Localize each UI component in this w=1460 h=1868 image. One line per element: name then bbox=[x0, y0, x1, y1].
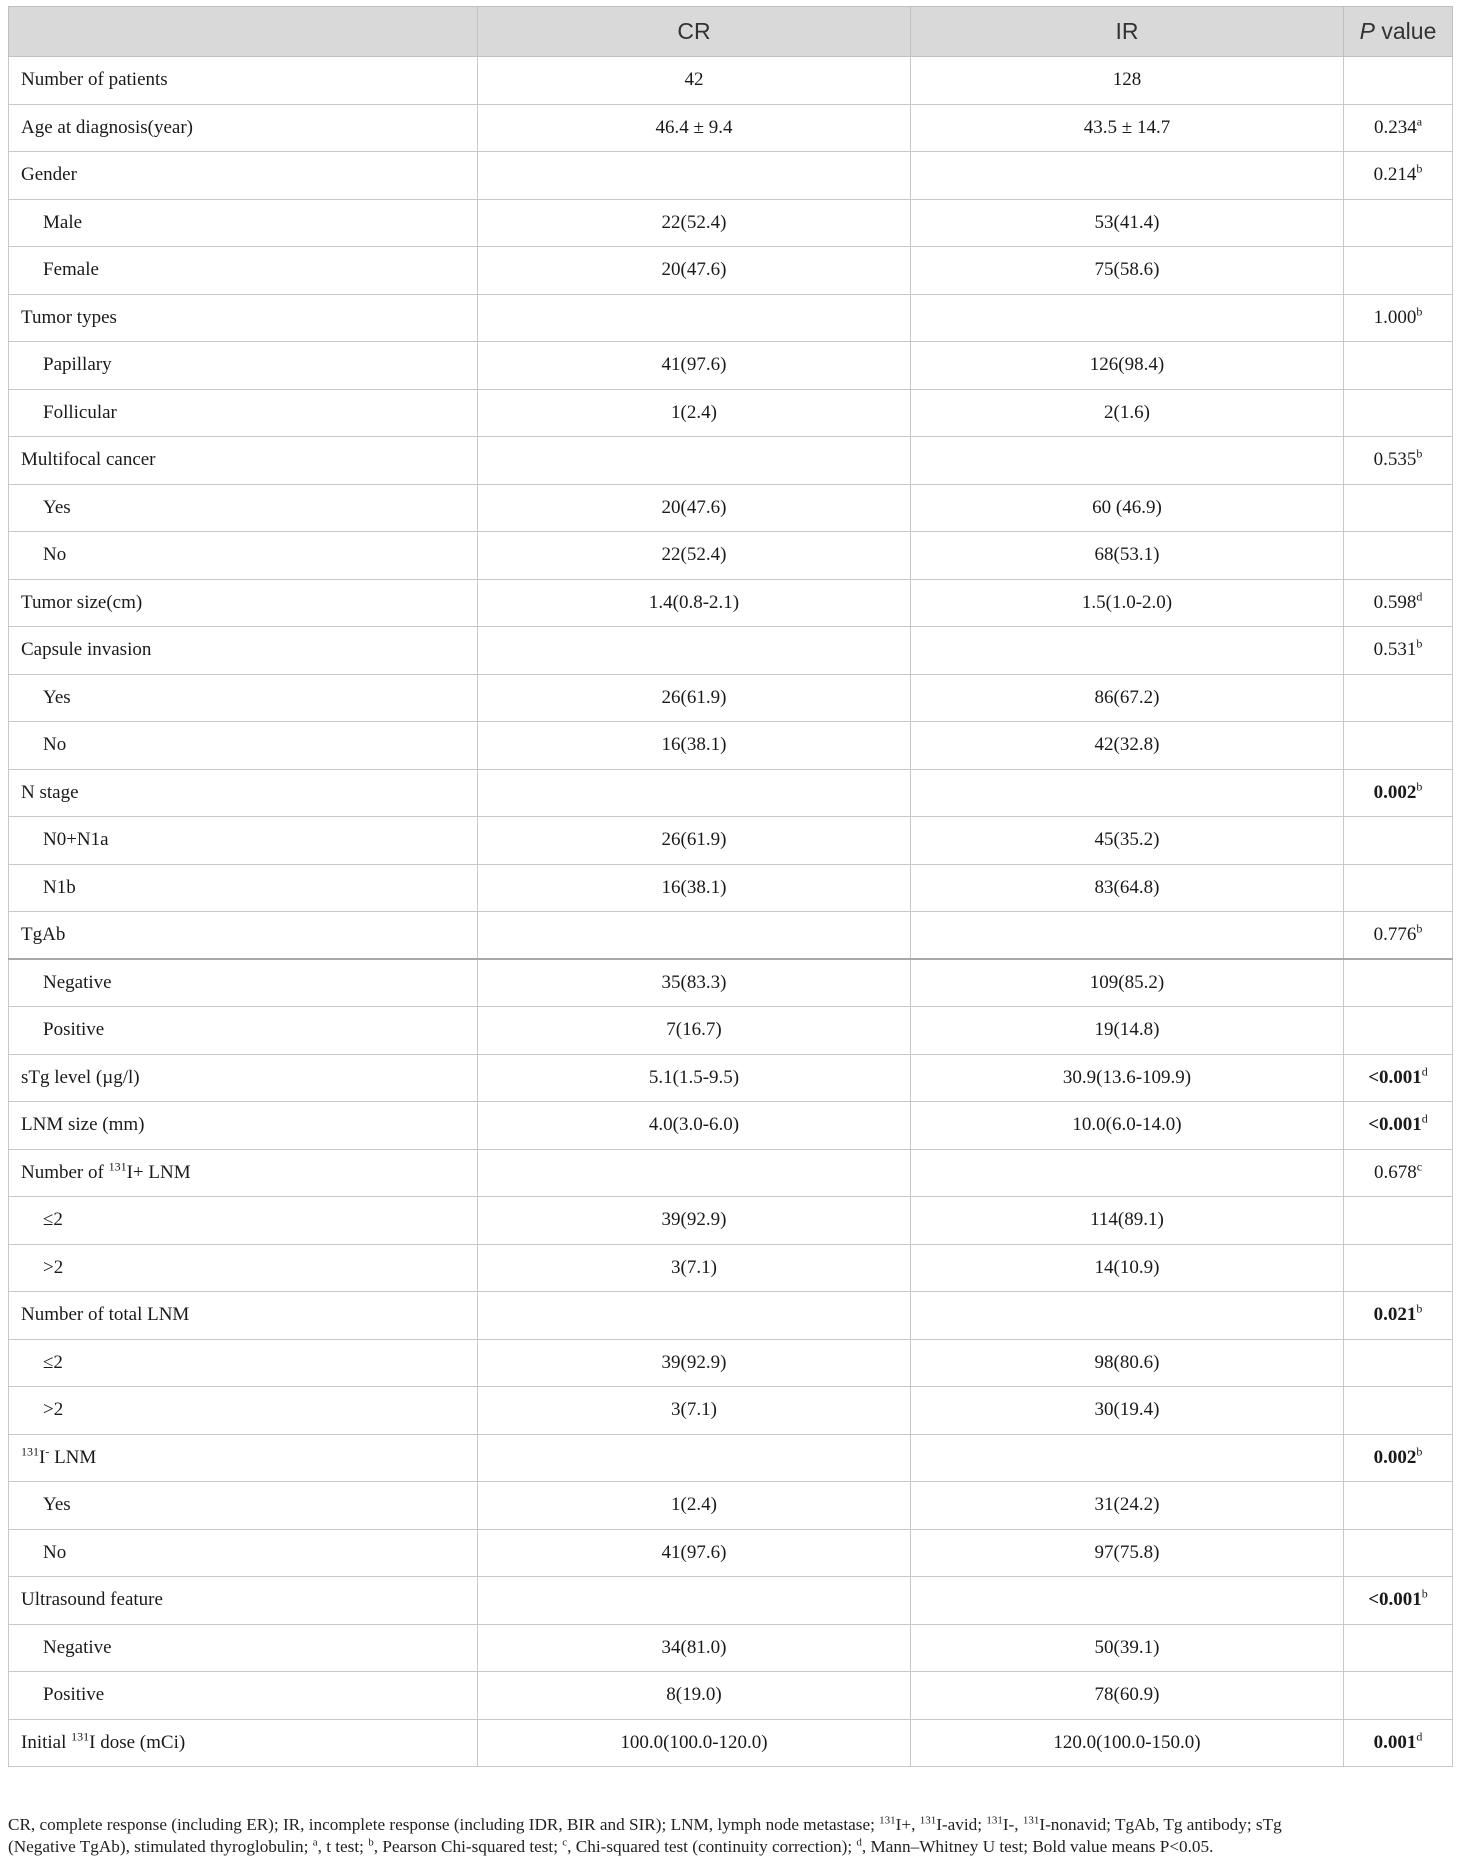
table-header-row bbox=[9, 7, 1453, 57]
cell-ir: 97(75.8) bbox=[911, 1529, 1344, 1577]
p-value-test-marker: d bbox=[1416, 589, 1423, 604]
row-label-text: Positive bbox=[43, 1684, 105, 1706]
p-value-test-marker: b bbox=[1416, 921, 1423, 936]
cell-cr: 4.0(3.0-6.0) bbox=[478, 1102, 911, 1150]
cell-p-value bbox=[1344, 1719, 1453, 1767]
cell-p-value bbox=[1344, 959, 1453, 1007]
p-value-text: 0.002 bbox=[1373, 1446, 1417, 1468]
row-label-text: TgAb bbox=[21, 924, 66, 945]
row-label bbox=[9, 1339, 478, 1387]
row-label-text: Number of bbox=[21, 1161, 109, 1183]
cell-p-value bbox=[1344, 1102, 1453, 1150]
cell-p-value bbox=[1344, 389, 1453, 437]
row-label bbox=[9, 579, 478, 627]
table-row bbox=[9, 864, 1453, 912]
row-label bbox=[9, 959, 478, 1007]
cell-cr: 3(7.1) bbox=[478, 1387, 911, 1435]
cell-p-value bbox=[1344, 1434, 1453, 1482]
footnote-superscript: 131 bbox=[1022, 1814, 1040, 1827]
table-row bbox=[9, 1197, 1453, 1245]
cell-cr bbox=[478, 769, 911, 817]
cell-cr: 22(52.4) bbox=[478, 199, 911, 247]
cell-cr: 26(61.9) bbox=[478, 674, 911, 722]
cell-ir: 86(67.2) bbox=[911, 674, 1344, 722]
row-label bbox=[9, 1719, 478, 1767]
row-label bbox=[9, 484, 478, 532]
cell-cr: 26(61.9) bbox=[478, 817, 911, 865]
row-label-superscript: 131 bbox=[21, 1444, 39, 1459]
row-label bbox=[9, 912, 478, 960]
footnote-superscript: d bbox=[856, 1836, 862, 1849]
cell-cr bbox=[478, 294, 911, 342]
cell-p-value bbox=[1344, 722, 1453, 770]
row-label-text: I+ LNM bbox=[126, 1161, 191, 1183]
row-label bbox=[9, 1672, 478, 1720]
cell-cr: 39(92.9) bbox=[478, 1339, 911, 1387]
p-value-test-marker: b bbox=[1416, 161, 1423, 176]
table-row bbox=[9, 674, 1453, 722]
cell-cr: 100.0(100.0-120.0) bbox=[478, 1719, 911, 1767]
table-row bbox=[9, 199, 1453, 247]
footnote-text: I-, bbox=[1002, 1815, 1023, 1834]
p-value-text: 0.002 bbox=[1373, 781, 1417, 803]
table-row bbox=[9, 912, 1453, 960]
table-row bbox=[9, 1482, 1453, 1530]
row-label-text: No bbox=[43, 734, 67, 756]
cell-ir bbox=[911, 769, 1344, 817]
row-label bbox=[9, 1387, 478, 1435]
p-value-test-marker: d bbox=[1416, 1729, 1423, 1744]
p-value-text: <0.001 bbox=[1368, 1066, 1422, 1088]
footnote-text: , t test; bbox=[317, 1837, 369, 1856]
table-row bbox=[9, 722, 1453, 770]
row-label bbox=[9, 437, 478, 485]
cell-cr: 7(16.7) bbox=[478, 1007, 911, 1055]
row-label-text: N1b bbox=[43, 876, 76, 898]
row-label-text: N stage bbox=[21, 781, 79, 803]
row-label-text: Yes bbox=[43, 496, 71, 518]
table-row bbox=[9, 57, 1453, 105]
cell-ir: 114(89.1) bbox=[911, 1197, 1344, 1245]
cell-p-value bbox=[1344, 1624, 1453, 1672]
footnote-text: (Negative TgAb), stimulated thyroglobulin; bbox=[8, 1837, 313, 1856]
cell-ir: 2(1.6) bbox=[911, 389, 1344, 437]
row-label bbox=[9, 722, 478, 770]
p-value-text: 1.000 bbox=[1373, 306, 1417, 328]
p-value-test-marker: b bbox=[1416, 304, 1423, 319]
table-row bbox=[9, 1672, 1453, 1720]
table-row bbox=[9, 437, 1453, 485]
table-row bbox=[9, 1529, 1453, 1577]
p-value-test-marker: b bbox=[1416, 446, 1423, 461]
table-row bbox=[9, 247, 1453, 295]
header-value-word: value bbox=[1374, 18, 1437, 44]
row-label bbox=[9, 817, 478, 865]
cell-ir: 30(19.4) bbox=[911, 1387, 1344, 1435]
p-value-text: 0.234 bbox=[1373, 116, 1417, 138]
cell-cr bbox=[478, 1292, 911, 1340]
row-label bbox=[9, 1482, 478, 1530]
cell-p-value bbox=[1344, 1292, 1453, 1340]
cell-ir: 60 (46.9) bbox=[911, 484, 1344, 532]
table-row bbox=[9, 152, 1453, 200]
row-label bbox=[9, 532, 478, 580]
footnote-text: I-avid; bbox=[936, 1815, 987, 1834]
table-row bbox=[9, 1577, 1453, 1625]
cell-p-value bbox=[1344, 912, 1453, 960]
p-value-text: <0.001 bbox=[1368, 1114, 1422, 1136]
row-label-text: Female bbox=[43, 259, 99, 281]
row-label-text: Negative bbox=[43, 972, 112, 993]
row-label-text: >2 bbox=[43, 1256, 64, 1278]
row-label-text: ≤2 bbox=[43, 1351, 63, 1373]
footnote-text: CR, complete response (including ER); IR, incomplete response (including IDR, BIR and SIR); LNM, lymph node metastase; bbox=[8, 1815, 880, 1834]
cell-ir: 50(39.1) bbox=[911, 1624, 1344, 1672]
header-p-value bbox=[1344, 7, 1453, 57]
cell-ir bbox=[911, 1434, 1344, 1482]
cell-p-value bbox=[1344, 769, 1453, 817]
row-label bbox=[9, 769, 478, 817]
row-label bbox=[9, 389, 478, 437]
p-value-text: <0.001 bbox=[1368, 1589, 1422, 1611]
cell-p-value bbox=[1344, 627, 1453, 675]
row-label-text: Male bbox=[43, 211, 83, 233]
row-label-text: sTg level (µg/l) bbox=[21, 1066, 140, 1088]
row-label-text: Capsule invasion bbox=[21, 639, 152, 661]
table-row bbox=[9, 104, 1453, 152]
footnote-superscript: 131 bbox=[986, 1814, 1003, 1827]
row-label bbox=[9, 294, 478, 342]
row-label-text: Papillary bbox=[43, 354, 112, 376]
cell-p-value bbox=[1344, 1529, 1453, 1577]
cell-p-value bbox=[1344, 294, 1453, 342]
row-label-text: I bbox=[39, 1446, 46, 1468]
row-label-text: >2 bbox=[43, 1399, 64, 1421]
cell-p-value bbox=[1344, 1054, 1453, 1102]
row-label bbox=[9, 1577, 478, 1625]
cell-p-value bbox=[1344, 1387, 1453, 1435]
row-label bbox=[9, 1007, 478, 1055]
cell-p-value bbox=[1344, 1149, 1453, 1197]
cell-ir: 98(80.6) bbox=[911, 1339, 1344, 1387]
p-value-test-marker: d bbox=[1421, 1111, 1428, 1126]
cell-p-value bbox=[1344, 1577, 1453, 1625]
cell-ir bbox=[911, 437, 1344, 485]
cell-ir: 1.5(1.0-2.0) bbox=[911, 579, 1344, 627]
cell-cr: 1.4(0.8-2.1) bbox=[478, 579, 911, 627]
table-row bbox=[9, 627, 1453, 675]
cell-ir bbox=[911, 1577, 1344, 1625]
row-label bbox=[9, 1102, 478, 1150]
cell-ir: 19(14.8) bbox=[911, 1007, 1344, 1055]
table-body bbox=[9, 57, 1453, 1767]
row-label bbox=[9, 199, 478, 247]
p-value-test-marker: d bbox=[1421, 1064, 1428, 1079]
row-label bbox=[9, 1149, 478, 1197]
cell-ir bbox=[911, 1149, 1344, 1197]
row-label-text: Yes bbox=[43, 686, 71, 708]
cell-ir bbox=[911, 152, 1344, 200]
cell-cr bbox=[478, 1577, 911, 1625]
cell-ir: 43.5 ± 14.7 bbox=[911, 104, 1344, 152]
row-label-text: Tumor size(cm) bbox=[21, 591, 143, 613]
row-label bbox=[9, 1054, 478, 1102]
cell-p-value bbox=[1344, 1672, 1453, 1720]
table-footnote bbox=[8, 1814, 1452, 1858]
footnote-superscript: b bbox=[368, 1836, 374, 1849]
row-label bbox=[9, 1244, 478, 1292]
row-label-text: No bbox=[43, 544, 67, 566]
cell-cr: 46.4 ± 9.4 bbox=[478, 104, 911, 152]
cell-cr: 16(38.1) bbox=[478, 722, 911, 770]
table-row bbox=[9, 1339, 1453, 1387]
row-label-text: Number of total LNM bbox=[21, 1304, 190, 1326]
footnote-text: , Pearson Chi-squared test; bbox=[373, 1837, 563, 1856]
header-ir: IR bbox=[911, 7, 1344, 57]
row-label bbox=[9, 1624, 478, 1672]
table-row bbox=[9, 294, 1453, 342]
cell-ir: 30.9(13.6-109.9) bbox=[911, 1054, 1344, 1102]
row-label-text: N0+N1a bbox=[43, 829, 109, 851]
footnote-superscript: 131 bbox=[879, 1814, 896, 1827]
cell-ir: 68(53.1) bbox=[911, 532, 1344, 580]
cell-cr bbox=[478, 627, 911, 675]
cell-p-value bbox=[1344, 342, 1453, 390]
cell-cr: 34(81.0) bbox=[478, 1624, 911, 1672]
cell-p-value bbox=[1344, 1197, 1453, 1245]
cell-ir: 78(60.9) bbox=[911, 1672, 1344, 1720]
row-label-text: Tumor types bbox=[21, 306, 117, 328]
row-label bbox=[9, 674, 478, 722]
table-row bbox=[9, 1624, 1453, 1672]
p-value-text: 0.535 bbox=[1373, 449, 1417, 471]
cell-p-value bbox=[1344, 1339, 1453, 1387]
cell-ir: 31(24.2) bbox=[911, 1482, 1344, 1530]
row-label-text: Positive bbox=[43, 1019, 105, 1041]
cell-p-value bbox=[1344, 199, 1453, 247]
cell-ir: 53(41.4) bbox=[911, 199, 1344, 247]
row-label-superscript: 131 bbox=[108, 1159, 127, 1174]
row-label-text: LNM size (mm) bbox=[21, 1114, 145, 1136]
row-label-text: ≤2 bbox=[43, 1209, 63, 1231]
row-label bbox=[9, 1292, 478, 1340]
cell-p-value bbox=[1344, 817, 1453, 865]
cell-ir bbox=[911, 627, 1344, 675]
cell-ir: 45(35.2) bbox=[911, 817, 1344, 865]
table-row bbox=[9, 1244, 1453, 1292]
p-value-test-marker: a bbox=[1416, 114, 1423, 129]
row-label-text: Ultrasound feature bbox=[21, 1589, 163, 1611]
footnote-line-1 bbox=[8, 1814, 1452, 1836]
cell-ir bbox=[911, 294, 1344, 342]
cell-ir bbox=[911, 912, 1344, 960]
cell-p-value bbox=[1344, 247, 1453, 295]
row-label bbox=[9, 57, 478, 105]
cell-cr: 8(19.0) bbox=[478, 1672, 911, 1720]
cell-cr: 5.1(1.5-9.5) bbox=[478, 1054, 911, 1102]
cell-cr: 35(83.3) bbox=[478, 959, 911, 1007]
header-empty bbox=[9, 7, 478, 57]
cell-cr: 3(7.1) bbox=[478, 1244, 911, 1292]
row-label-text: Multifocal cancer bbox=[21, 449, 156, 471]
cell-ir: 14(10.9) bbox=[911, 1244, 1344, 1292]
cell-cr: 16(38.1) bbox=[478, 864, 911, 912]
cell-p-value bbox=[1344, 152, 1453, 200]
p-value-text: 0.598 bbox=[1373, 591, 1417, 613]
p-value-test-marker: b bbox=[1416, 1444, 1423, 1459]
footnote-text: , Chi-squared test (continuity correction); bbox=[567, 1837, 857, 1856]
p-value-text: 0.678 bbox=[1373, 1161, 1417, 1183]
cell-ir bbox=[911, 1292, 1344, 1340]
cell-cr: 20(47.6) bbox=[478, 484, 911, 532]
cell-cr bbox=[478, 1434, 911, 1482]
cell-p-value bbox=[1344, 437, 1453, 485]
cell-ir: 10.0(6.0-14.0) bbox=[911, 1102, 1344, 1150]
cell-ir: 126(98.4) bbox=[911, 342, 1344, 390]
table-row bbox=[9, 959, 1453, 1007]
row-label-text: Age at diagnosis(year) bbox=[21, 116, 193, 138]
cell-cr bbox=[478, 437, 911, 485]
table-row bbox=[9, 1149, 1453, 1197]
header-p-letter: P bbox=[1359, 18, 1375, 44]
footnote-text: , Mann–Whitney U test; Bold value means P<0.05. bbox=[861, 1837, 1214, 1856]
p-value-text: 0.531 bbox=[1373, 639, 1417, 661]
cell-cr: 42 bbox=[478, 57, 911, 105]
cell-p-value bbox=[1344, 1244, 1453, 1292]
cell-p-value bbox=[1344, 864, 1453, 912]
row-label bbox=[9, 1529, 478, 1577]
row-label bbox=[9, 864, 478, 912]
table-row bbox=[9, 1434, 1453, 1482]
cell-cr bbox=[478, 1149, 911, 1197]
table-row bbox=[9, 579, 1453, 627]
cell-p-value bbox=[1344, 579, 1453, 627]
cell-p-value bbox=[1344, 674, 1453, 722]
table-row bbox=[9, 1292, 1453, 1340]
footnote-text: I+, bbox=[895, 1815, 920, 1834]
table-row bbox=[9, 1007, 1453, 1055]
table-row bbox=[9, 1387, 1453, 1435]
row-label-text: Initial bbox=[21, 1731, 72, 1753]
row-label bbox=[9, 627, 478, 675]
cell-p-value bbox=[1344, 104, 1453, 152]
cell-cr: 41(97.6) bbox=[478, 1529, 911, 1577]
cell-ir: 128 bbox=[911, 57, 1344, 105]
cell-cr bbox=[478, 912, 911, 960]
table-row bbox=[9, 1054, 1453, 1102]
table-row bbox=[9, 532, 1453, 580]
row-label-text: Number of patients bbox=[21, 69, 168, 91]
table-row bbox=[9, 1719, 1453, 1767]
p-value-text: 0.021 bbox=[1373, 1304, 1417, 1326]
table-row bbox=[9, 389, 1453, 437]
row-label-superscript: 131 bbox=[71, 1729, 90, 1744]
p-value-text: 0.776 bbox=[1373, 924, 1417, 945]
footnote-line-2 bbox=[8, 1836, 1452, 1858]
footnote-superscript: 131 bbox=[919, 1814, 937, 1827]
cell-cr: 20(47.6) bbox=[478, 247, 911, 295]
row-label-superscript: - bbox=[45, 1444, 50, 1459]
table-row bbox=[9, 342, 1453, 390]
table-row bbox=[9, 817, 1453, 865]
row-label bbox=[9, 247, 478, 295]
row-label-text: Follicular bbox=[43, 401, 117, 423]
p-value-test-marker: b bbox=[1416, 636, 1423, 651]
p-value-test-marker: b bbox=[1416, 1301, 1423, 1316]
cell-ir: 42(32.8) bbox=[911, 722, 1344, 770]
cell-cr: 1(2.4) bbox=[478, 1482, 911, 1530]
row-label-text: I dose (mCi) bbox=[89, 1731, 186, 1753]
row-label-text: LNM bbox=[49, 1446, 97, 1468]
row-label-text: No bbox=[43, 1541, 67, 1563]
cell-cr: 39(92.9) bbox=[478, 1197, 911, 1245]
cell-p-value bbox=[1344, 532, 1453, 580]
footnote-superscript: c bbox=[562, 1836, 568, 1849]
row-label-text: Yes bbox=[43, 1494, 71, 1516]
row-label-text: Gender bbox=[21, 164, 77, 186]
cell-cr: 41(97.6) bbox=[478, 342, 911, 390]
table-row bbox=[9, 484, 1453, 532]
cell-p-value bbox=[1344, 484, 1453, 532]
row-label bbox=[9, 1197, 478, 1245]
cell-ir: 75(58.6) bbox=[911, 247, 1344, 295]
cell-ir: 109(85.2) bbox=[911, 959, 1344, 1007]
data-table bbox=[8, 6, 1453, 1767]
p-value-test-marker: c bbox=[1416, 1159, 1423, 1174]
row-label bbox=[9, 1434, 478, 1482]
row-label bbox=[9, 342, 478, 390]
cell-p-value bbox=[1344, 1482, 1453, 1530]
cell-p-value bbox=[1344, 57, 1453, 105]
cell-ir: 83(64.8) bbox=[911, 864, 1344, 912]
p-value-text: 0.214 bbox=[1373, 164, 1417, 186]
cell-ir: 120.0(100.0-150.0) bbox=[911, 1719, 1344, 1767]
table-row bbox=[9, 1102, 1453, 1150]
p-value-test-marker: b bbox=[1421, 1586, 1428, 1601]
cell-cr: 1(2.4) bbox=[478, 389, 911, 437]
cell-cr: 22(52.4) bbox=[478, 532, 911, 580]
footnote-superscript: a bbox=[312, 1836, 318, 1849]
cell-p-value bbox=[1344, 1007, 1453, 1055]
row-label bbox=[9, 152, 478, 200]
cell-cr bbox=[478, 152, 911, 200]
header-cr: CR bbox=[478, 7, 911, 57]
row-label-text: Negative bbox=[43, 1636, 112, 1658]
table-row bbox=[9, 769, 1453, 817]
footnote-text: I-nonavid; TgAb, Tg antibody; sTg bbox=[1039, 1815, 1282, 1834]
row-label bbox=[9, 104, 478, 152]
p-value-text: 0.001 bbox=[1373, 1731, 1417, 1753]
p-value-test-marker: b bbox=[1416, 779, 1423, 794]
